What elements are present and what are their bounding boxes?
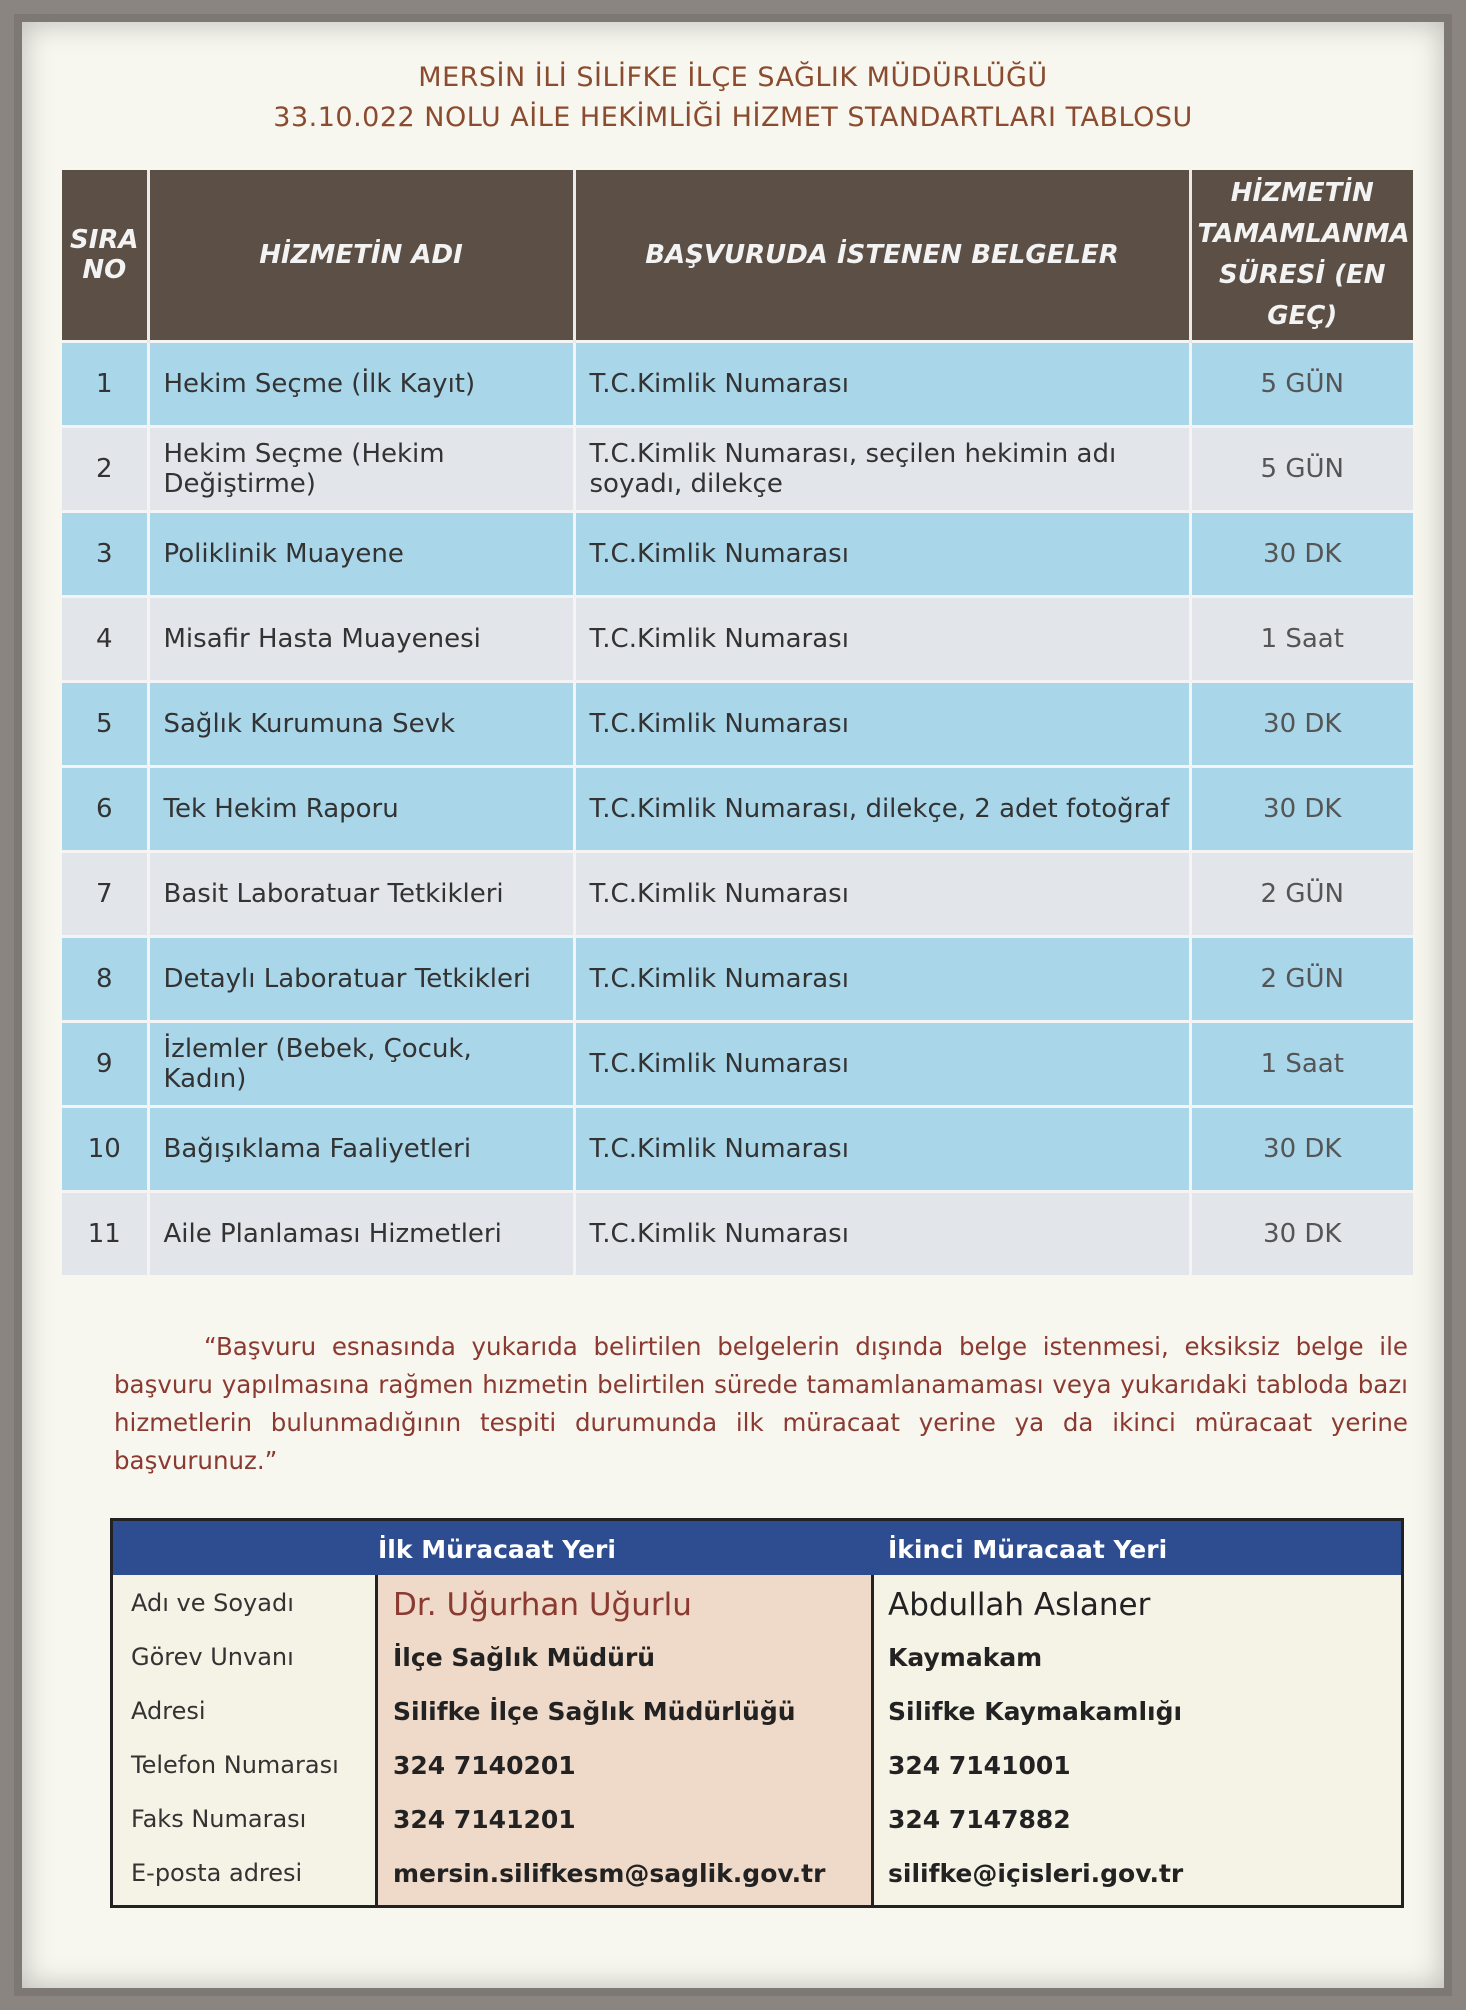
second-address-value: Silifke Kaymakamlığı: [888, 1697, 1183, 1726]
label-phone: Telefon Numarası: [131, 1751, 339, 1779]
table-row: [62, 1192, 1413, 1276]
table-row: [62, 1107, 1413, 1192]
first-fax-value: 324 7141201: [393, 1805, 576, 1834]
completion-time-cell: 30 DK: [1190, 1107, 1413, 1192]
row-number-cell: 5: [62, 682, 148, 767]
service-name-cell: Misafir Hasta Muayenesi: [148, 597, 574, 682]
service-name-cell: Aile Planlaması Hizmetleri: [148, 1192, 574, 1276]
table-row: [62, 1022, 1413, 1107]
label-title: Görev Unvanı: [131, 1643, 294, 1671]
row-number-cell: 9: [62, 1022, 148, 1107]
table-header-row: [62, 170, 1413, 342]
documents-cell: T.C.Kimlik Numarası: [574, 852, 1190, 937]
documents-cell: T.C.Kimlik Numarası: [574, 1192, 1190, 1276]
documents-cell: T.C.Kimlik Numarası: [574, 342, 1190, 427]
header-service-name: HİZMETİN ADI: [148, 170, 574, 342]
completion-time-cell: 1 Saat: [1190, 597, 1413, 682]
service-name-cell: Hekim Seçme (İlk Kayıt): [148, 342, 574, 427]
service-name-cell: Bağışıklama Faaliyetleri: [148, 1107, 574, 1192]
completion-time-cell: 2 GÜN: [1190, 937, 1413, 1022]
notice-paragraph: “Başvuru esnasında yukarıda belirtilen belgelerin dışında belge istenmesi, eksiksiz belge ile başvuru yapılmasına rağmen hızmetin belirtilen sürede tamamlanamaması veya yukarıdaki tabloda bazı hizmetlerin bulunmadığının tespiti durumunda ilk müracaat yerine ya da ikinci müracaat yerine başvurunuz.”: [114, 1332, 1408, 1475]
documents-cell: T.C.Kimlik Numarası, seçilen hekimin adı soyadı, dilekçe: [574, 427, 1190, 512]
table-row: [62, 682, 1413, 767]
service-standards-table: [62, 170, 1413, 1275]
documents-cell: T.C.Kimlik Numarası: [574, 1107, 1190, 1192]
document-page: [22, 22, 1444, 1988]
second-title-value: Kaymakam: [888, 1643, 1043, 1672]
label-name: Adı ve Soyadı: [131, 1589, 294, 1617]
service-name-cell: Basit Laboratuar Tetkikleri: [148, 852, 574, 937]
header-sira-no: SIRA NO: [62, 170, 148, 342]
row-number-cell: 10: [62, 1107, 148, 1192]
service-name-cell: Sağlık Kurumuna Sevk: [148, 682, 574, 767]
table-row: [62, 767, 1413, 852]
header-required-documents: BAŞVURUDA İSTENEN BELGELER: [574, 170, 1190, 342]
documents-cell: T.C.Kimlik Numarası, dilekçe, 2 adet fotoğraf: [574, 767, 1190, 852]
documents-cell: T.C.Kimlik Numarası: [574, 597, 1190, 682]
label-fax: Faks Numarası: [131, 1805, 307, 1833]
service-name-cell: Detaylı Laboratuar Tetkikleri: [148, 937, 574, 1022]
first-email-value: mersin.silifkesm@saglik.gov.tr: [393, 1859, 826, 1888]
table-row: [62, 427, 1413, 512]
row-number-cell: 6: [62, 767, 148, 852]
service-name-cell: Hekim Seçme (Hekim Değiştirme): [148, 427, 574, 512]
service-name-cell: Tek Hekim Raporu: [148, 767, 574, 852]
first-application-header: İlk Müracaat Yeri: [378, 1535, 616, 1564]
label-email: E-posta adresi: [131, 1859, 303, 1887]
second-phone-value: 324 7141001: [888, 1751, 1071, 1780]
documents-cell: T.C.Kimlik Numarası: [574, 682, 1190, 767]
contact-table: [110, 1518, 1404, 1908]
service-name-cell: İzlemler (Bebek, Çocuk, Kadın): [148, 1022, 574, 1107]
service-name-cell: Poliklinik Muayene: [148, 512, 574, 597]
document-title: MERSİN İLİ SİLİFKE İLÇE SAĞLIK MÜDÜRLÜĞÜ: [418, 62, 1048, 93]
completion-time-cell: 30 DK: [1190, 512, 1413, 597]
table-row: [62, 852, 1413, 937]
header-completion-time: HİZMETİN TAMAMLANMA SÜRESİ (EN GEÇ): [1190, 170, 1413, 342]
document-subtitle: 33.10.022 NOLU AİLE HEKİMLİĞİ HİZMET STANDARTLARI TABLOSU: [273, 102, 1193, 133]
first-phone-value: 324 7140201: [393, 1751, 576, 1780]
row-number-cell: 1: [62, 342, 148, 427]
table-row: [62, 597, 1413, 682]
row-number-cell: 11: [62, 1192, 148, 1276]
row-number-cell: 3: [62, 512, 148, 597]
documents-cell: T.C.Kimlik Numarası: [574, 937, 1190, 1022]
row-number-cell: 7: [62, 852, 148, 937]
second-application-header: İkinci Müracaat Yeri: [888, 1535, 1168, 1564]
documents-cell: T.C.Kimlik Numarası: [574, 1022, 1190, 1107]
row-number-cell: 4: [62, 597, 148, 682]
first-column-bg: [375, 1575, 874, 1905]
completion-time-cell: 5 GÜN: [1190, 342, 1413, 427]
first-title-value: İlçe Sağlık Müdürü: [393, 1643, 656, 1672]
table-row: [62, 512, 1413, 597]
completion-time-cell: 30 DK: [1190, 767, 1413, 852]
second-name-value: Abdullah Aslaner: [888, 1587, 1151, 1623]
first-address-value: Silifke İlçe Sağlık Müdürlüğü: [393, 1697, 796, 1726]
completion-time-cell: 5 GÜN: [1190, 427, 1413, 512]
documents-cell: T.C.Kimlik Numarası: [574, 512, 1190, 597]
row-number-cell: 2: [62, 427, 148, 512]
completion-time-cell: 1 Saat: [1190, 1022, 1413, 1107]
contact-header: [113, 1521, 1401, 1575]
table-row: [62, 937, 1413, 1022]
completion-time-cell: 2 GÜN: [1190, 852, 1413, 937]
label-address: Adresi: [131, 1697, 206, 1725]
second-email-value: silifke@içisleri.gov.tr: [888, 1859, 1184, 1888]
second-fax-value: 324 7147882: [888, 1805, 1071, 1834]
completion-time-cell: 30 DK: [1190, 1192, 1413, 1276]
completion-time-cell: 30 DK: [1190, 682, 1413, 767]
first-name-value: Dr. Uğurhan Uğurlu: [393, 1587, 692, 1623]
row-number-cell: 8: [62, 937, 148, 1022]
table-row: [62, 342, 1413, 427]
